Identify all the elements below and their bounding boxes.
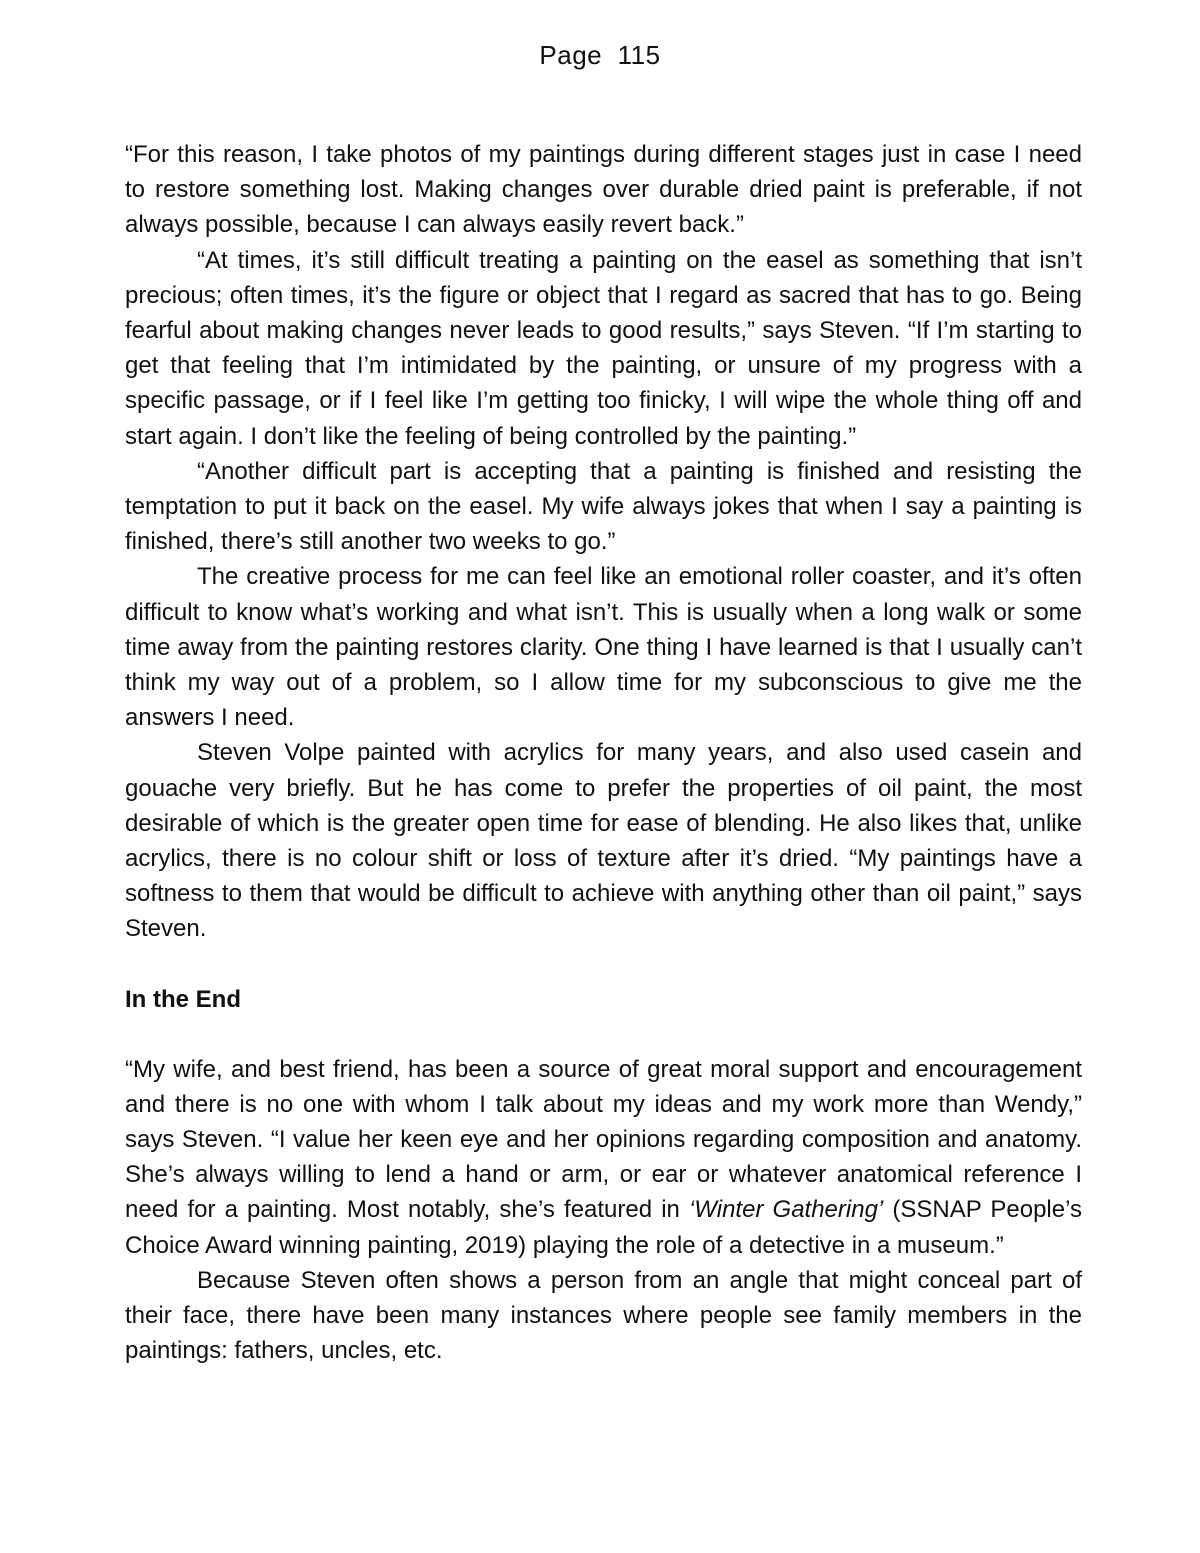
section-heading: In the End: [125, 985, 241, 1013]
paragraph-finished-painting: “Another difficult part is accepting that a painting is finished and resisting the temptation to put it back on the easel. My wife always jokes that when I say a painting is finished, there’s still another two weeks to go.”: [125, 457, 1082, 556]
paragraph-not-precious: “At times, it’s still difficult treating a painting on the easel as something that isn’t precious; often times, it’s the figure or object that I regard as sacred that has to go. Being fearful about making changes never leads to good results,” says Steven. “If I’m starting to get that feeling that I’m intimidated by the painting, or unsure of my progress with a specific passage, or if I feel like I’m getting too finicky, I will wipe the whole thing off and start again. I don’t like the feeling of being controlled by the painting.”: [125, 246, 1082, 450]
page-number: 115: [617, 40, 661, 70]
paragraph-wife-support: [125, 1052, 1082, 1263]
page-header: [0, 38, 1200, 72]
spacer: [125, 947, 1082, 982]
paragraph-wife-support-end: (SSNAP People’s Choice Award winning painting, 2019) playing the role of a detective in a museum.”: [125, 1196, 1083, 1259]
page-label: Page: [539, 40, 603, 70]
paragraph-oil-paint: Steven Volpe painted with acrylics for many years, and also used casein and gouache very briefly. But he has come to prefer the properties of oil paint, the most desirable of which is the greater open time for ease of blending. He also likes that, unlike acrylics, there is no colour shift or loss of texture after it’s dried. “My paintings have a softness to them that would be difficult to achieve with anything other than oil paint,” says Steven.: [125, 739, 1082, 943]
paragraph-photos-stages: “For this reason, I take photos of my paintings during different stages just in case I need to restore something lost. Making changes over durable dried paint is preferable, if not always possible, because I can always easily revert back.”: [125, 141, 1082, 239]
document-body: [125, 137, 1082, 1369]
painting-title: ‘Winter Gathering’: [688, 1196, 884, 1224]
paragraph-creative-process: The creative process for me can feel like an emotional roller coaster, and it’s often difficult to know what’s working and what isn’t. This is usually when a long walk or some time away from the painting restores clarity. One thing I have learned is that I usually can’t think my way out of a problem, so I allow time for my subconscious to give me the answers I need.: [125, 563, 1082, 732]
paragraph-wife-support-start: “My wife, and best friend, has been a source of great moral support and encouragement and there is no one with whom I talk about my ideas and my work more than Wendy,” says Steven. “I value her keen eye and her opinions regarding composition and anatomy. She’s always willing to lend a hand or arm, or ear or whatever anatomical reference I need for a painting. Most notably, she’s featured in: [125, 1055, 1082, 1224]
spacer: [125, 1017, 1082, 1052]
paragraph-family-members: Because Steven often shows a person from an angle that might conceal part of their face, there have been many instances where people see family members in the paintings: fathers, uncles, etc.: [125, 1266, 1082, 1365]
